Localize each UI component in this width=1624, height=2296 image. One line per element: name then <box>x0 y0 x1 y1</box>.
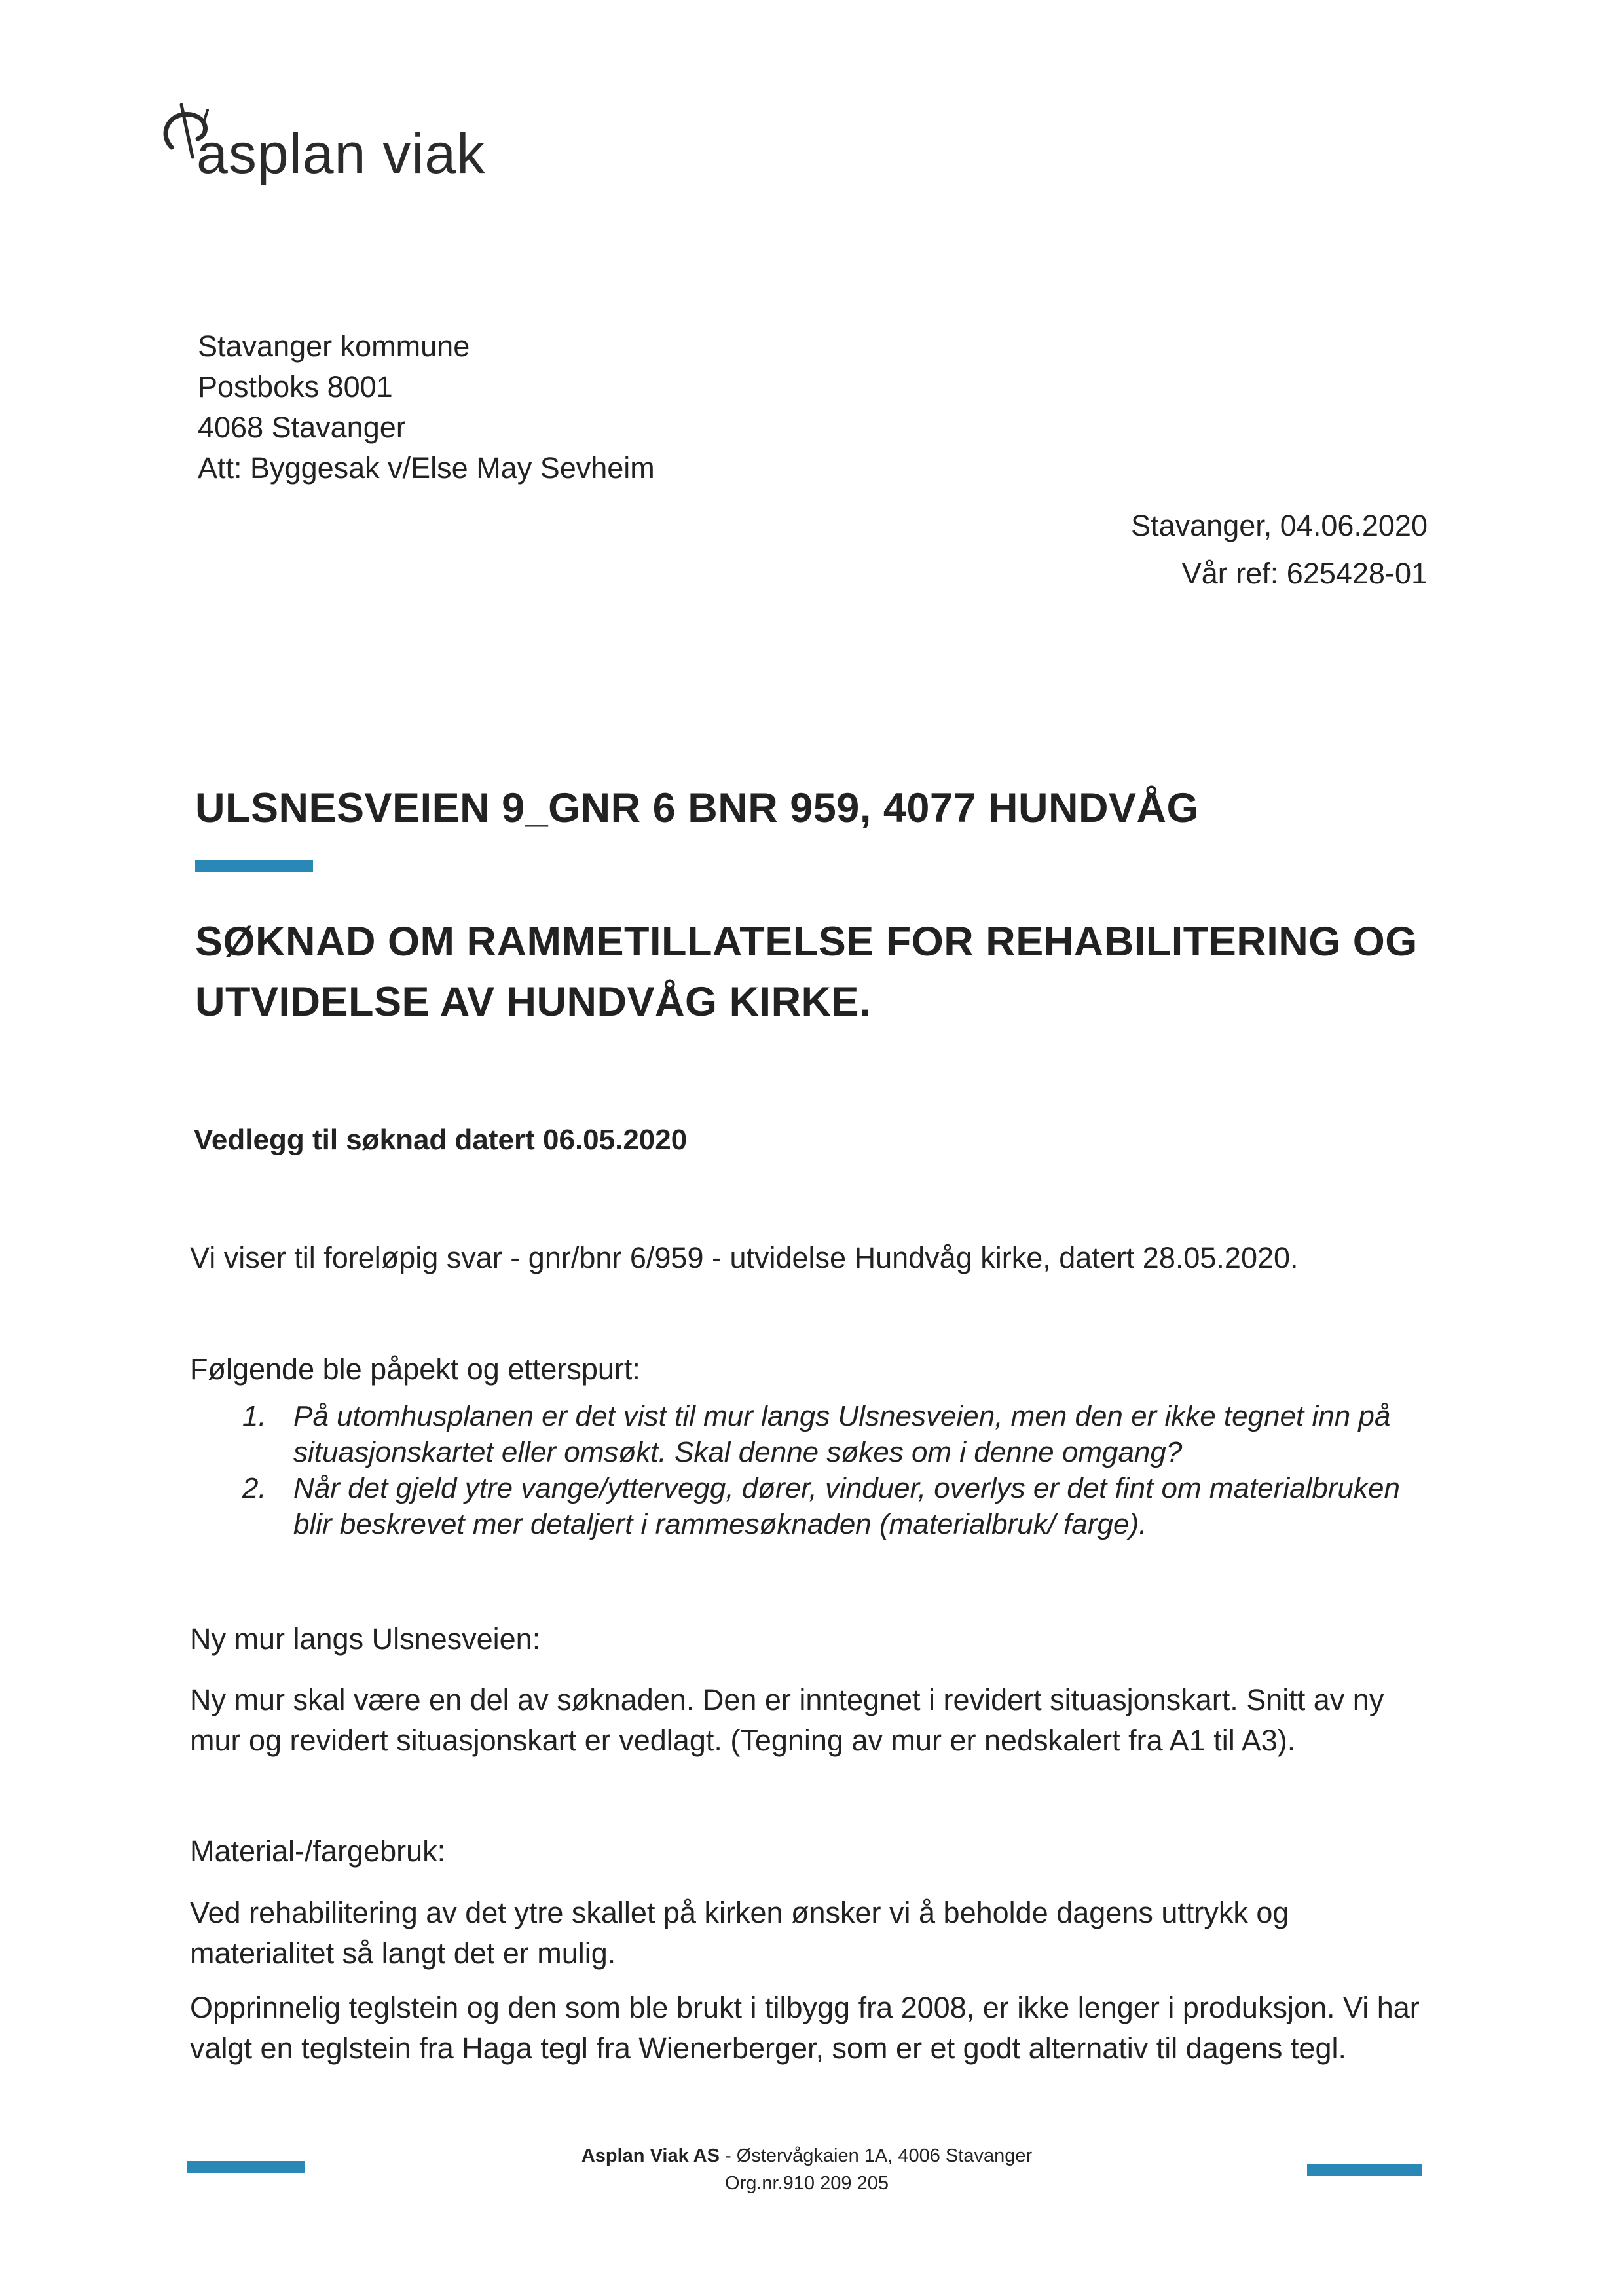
list-number: 2. <box>242 1472 267 1504</box>
accent-bar <box>195 860 313 872</box>
attachment-note: Vedlegg til søknad datert 06.05.2020 <box>194 1124 688 1156</box>
list-number: 1. <box>242 1400 267 1432</box>
section-heading-wall: Ny mur langs Ulsnesveien: <box>190 1622 541 1656</box>
list-item <box>242 1470 1434 1542</box>
recipient-address <box>198 326 655 489</box>
document-title: ULSNESVEIEN 9_GNR 6 BNR 959, 4077 HUNDVÅG <box>195 785 1199 831</box>
section-heading-material: Material-/fargebruk: <box>190 1834 446 1868</box>
recipient-line: 4068 Stavanger <box>198 411 406 444</box>
points-list <box>242 1398 1434 1542</box>
recipient-line: Stavanger kommune <box>198 329 470 363</box>
intro-paragraph: Vi viser til foreløpig svar - gnr/bnr 6/959 - utvidelse Hundvåg kirke, datert 28.05.2020. <box>190 1241 1299 1274</box>
document-subject <box>195 912 1418 1032</box>
place-date: Stavanger, 04.06.2020 <box>1131 509 1428 542</box>
footer-company: Asplan Viak AS <box>581 2145 720 2166</box>
footer-street: - Østervågkaien 1A, 4006 Stavanger <box>719 2145 1033 2166</box>
recipient-line: Postboks 8001 <box>198 370 393 403</box>
footer-address <box>0 2145 1619 2167</box>
section-body-material-1: Ved rehabilitering av det ytre skallet på kirken ønsker vi å beholde dagens uttrykk og materialitet så langt det er mulig. <box>190 1896 1289 1970</box>
subject-line: UTVIDELSE AV HUNDVÅG KIRKE. <box>195 979 872 1025</box>
recipient-line: Att: Byggesak v/Else May Sevheim <box>198 451 655 485</box>
subject-line: SØKNAD OM RAMMETILLATELSE FOR REHABILITERING OG <box>195 919 1418 965</box>
list-item <box>242 1398 1434 1470</box>
section-body-wall: Ny mur skal være en del av søknaden. Den er inntegnet i revidert situasjonskart. Snitt av ny mur og revidert situasjonskart er vedlagt. (Tegning av mur er nedskalert fra A1 til A3). <box>190 1683 1384 1757</box>
reference: Vår ref: 625428-01 <box>1181 557 1428 590</box>
logo-text: asplan viak <box>196 122 486 185</box>
points-heading: Følgende ble påpekt og etterspurt: <box>190 1352 640 1386</box>
list-text: På utomhusplanen er det vist til mur langs Ulsnesveien, men den er ikke tegnet inn på situasjonskartet eller omsøkt. Skal denne søkes om i denne omgang? <box>293 1400 1391 1468</box>
list-text: Når det gjeld ytre vange/yttervegg, dører, vinduer, overlys er det fint om materialbruken blir beskrevet mer detaljert i rammesøknaden (materialbruk/ farge). <box>293 1472 1400 1540</box>
section-body-material-2: Opprinnelig teglstein og den som ble brukt i tilbygg fra 2008, er ikke lenger i produksjon. Vi har valgt en teglstein fra Haga tegl fra Wienerberger, som er et godt alternativ til dagens tegl. <box>190 1991 1420 2065</box>
footer-org-number: Org.nr.910 209 205 <box>725 2173 889 2194</box>
company-logo <box>152 98 519 203</box>
